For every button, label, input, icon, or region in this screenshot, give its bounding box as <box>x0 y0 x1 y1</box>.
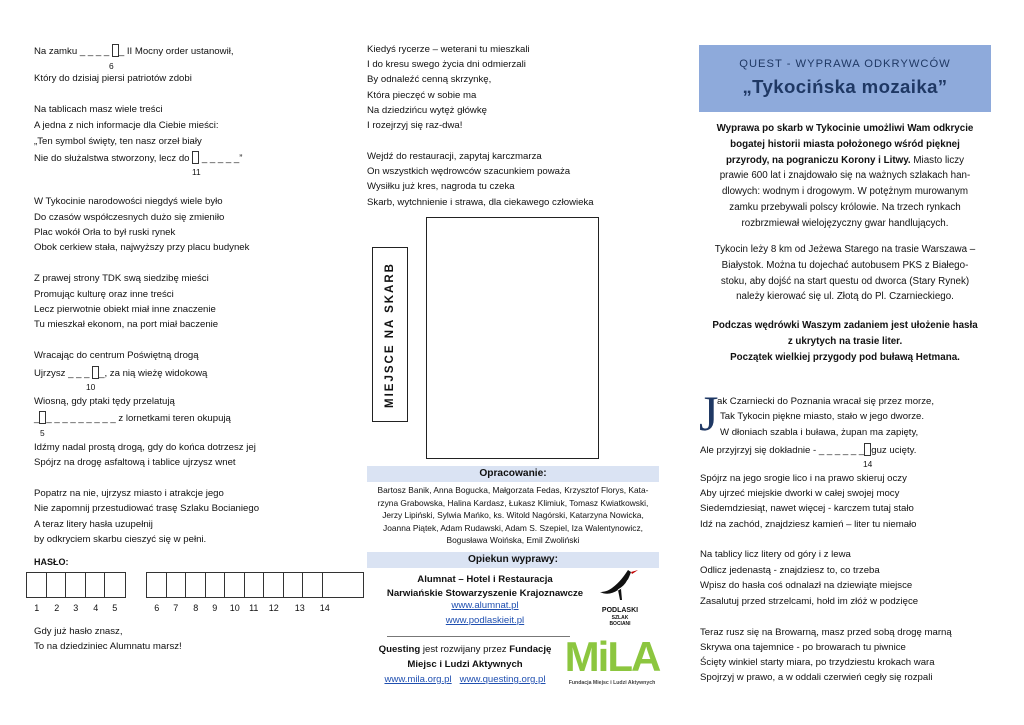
dropcap: J <box>699 385 719 441</box>
password-number: 6 <box>154 603 160 613</box>
opracowanie-title: Opracowanie: <box>367 466 659 482</box>
poem-line: Siedemdziesiąt, nawet więcej - karczem tutaj stało <box>700 503 914 514</box>
password-label: HASŁO: <box>34 557 69 567</box>
password-number: 9 <box>212 603 218 613</box>
alumnat-link[interactable]: www.alumnat.pl <box>451 600 519 611</box>
divider <box>387 636 570 637</box>
closing-line: To na dziedziniec Alumnatu marsz! <box>34 641 182 652</box>
poem-line: Idźmy nadal prostą drogą, gdy do końca dotrzesz jej <box>34 442 256 453</box>
poem-line: Ale przyjrzyj się dokładnie - _ _ _ _ _ _ guz ucięty. <box>700 445 917 456</box>
poem-line: Która pieczęć w sobie ma <box>367 90 477 101</box>
password-cell[interactable] <box>284 573 304 597</box>
poem-line: On wszystkich wędrowców szacunkiem poważa <box>367 166 571 177</box>
title-banner <box>699 45 991 112</box>
opiekun-title: Opiekun wyprawy: <box>367 552 659 568</box>
password-number: 2 <box>54 603 60 613</box>
poem-line: Na tablicy licz litery od góry i z lewa <box>700 549 851 560</box>
password-number: 10 <box>229 603 240 613</box>
poem-line: Z prawej strony TDK swą siedzibę mieści <box>34 273 209 284</box>
poem-line: Tu mieszkał ekonom, na port miał baczenie <box>34 319 219 330</box>
poem-line: Wejdź do restauracji, zapytaj karczmarza <box>367 151 542 162</box>
stamp-area[interactable] <box>426 217 599 459</box>
poem-line: Teraz rusz się na Browarną, masz przed sobą drogę marną <box>700 627 952 638</box>
password-cell[interactable] <box>105 573 125 597</box>
poem-line: Skrywa ona tajemnice - po browarach tu piwnice <box>700 642 906 653</box>
poem-line: Do czasów współczesnych dużo się zmieniło <box>34 212 225 223</box>
poem-line: „Ten symbol święty, ten nasz orzeł biały <box>34 136 202 147</box>
mila-link[interactable]: www.mila.org.pl <box>384 674 452 685</box>
poem-line: A teraz litery hasła uzupełnij <box>34 519 153 530</box>
letter-box[interactable] <box>112 44 119 57</box>
password-grid-b <box>146 572 364 598</box>
poem-line: I do kresu swego życia dni odmierzali <box>367 59 526 70</box>
poem-line: A jedna z nich informacje dla Ciebie mieści: <box>34 120 219 131</box>
stork-icon <box>598 568 642 606</box>
password-cell[interactable] <box>303 573 323 597</box>
poem-line: Aby ujrzeć miejskie dworki w całej swojej mocy <box>700 488 900 499</box>
poem-line: Odlicz jedenastą - znajdziesz to, co trzeba <box>700 565 880 576</box>
authors-list: Bartosz Banik, Anna Bogucka, Małgorzata Fedas, Krzysztof Florys, Kata- rzyna Grabowska, Halina Kardasz, Łukasz Klimiuk, Tomasz Kwiatkowski, Jerzy Lipiński, Sylwia Mańko, ks. Witold Nagórski, Katarzyna Nowicka, Joanna Piątek, Adam Rudawski, Adam S. Szepiel, Iza Walentynowicz, Bogusława Woińska, Emil Zwoliński <box>377 485 649 546</box>
password-cell[interactable] <box>206 573 226 597</box>
password-cell[interactable] <box>323 573 363 597</box>
poem-line: Na tablicach masz wiele treści <box>34 104 163 115</box>
podlaski-logo <box>598 568 642 628</box>
intro-paragraph: Wyprawa po skarb w Tykocinie umożliwi Wam odkrycie bogatej historii miasta położonego wśród pięknej przyrody, na pograniczu Korony i Litwy. Miasto liczy prawie 600 lat i znajdowało się na ważnych szlakach han- dlowych: wodnym i drogowym. W potężnym murowanym zamku przebywali polscy królowie. Na trzech rynkach rozbrzmiewał wielojęzyczny gwar handlujących. <box>716 123 974 229</box>
password-grid-a <box>26 572 126 598</box>
poem-line: Nie zapomnij przestudiować trasę Szlaku Bocianiego <box>34 503 260 514</box>
poem-line: Ujrzysz _ _ _ _, za nią wieżę widokową <box>34 368 208 379</box>
poem-line: Kiedyś rycerze – weterani tu mieszkali <box>367 44 530 55</box>
password-number: 5 <box>112 603 118 613</box>
poem-line: Wracając do centrum Poświętną drogą <box>34 350 199 361</box>
poem-line: Tak Tykocin piękne miasto, stało w jego dworze. <box>720 411 925 422</box>
mila-logo-word: MiLA <box>564 633 660 680</box>
questing-links <box>367 674 563 685</box>
poem-line: by odkryciem skarbu cieszyć się w pełni. <box>34 534 207 545</box>
poem-line: Nie do służalstwa stworzony, lecz do _ _ _ _ _” <box>34 153 243 164</box>
poem-line: Popatrz na nie, ujrzysz miasto i atrakcje jego <box>34 488 224 499</box>
letter-number: 6 <box>109 61 114 71</box>
podlaski-logo-text: PODLASKI SZLAK BOCIANI <box>601 607 639 627</box>
closing-line: Gdy już hasło znasz, <box>34 626 123 637</box>
poem-line: Spójrz na drogę asfaltową i tablice ujrzysz wnet <box>34 457 236 468</box>
password-cell[interactable] <box>86 573 106 597</box>
password-number: 13 <box>294 603 305 613</box>
opiekun-info: Alumnat – Hotel i Restauracja Narwiańskie Stowarzyszenie Krajoznawcze <box>386 574 584 599</box>
password-number: 8 <box>193 603 199 613</box>
password-cell[interactable] <box>47 573 67 597</box>
poem-line: Promując kulturę oraz inne treści <box>34 289 174 300</box>
task-paragraph: Podczas wędrówki Waszym zadaniem jest ułożenie hasła z ukrytych na trasie liter. Początek wielkiej przygody pod buławą Hetmana. <box>712 320 978 363</box>
poem-line: Idź na zachód, znajdziesz kamień – liter tu niemało <box>700 519 917 530</box>
poem-line: Na dziedzińcu wytęż główkę <box>367 105 487 116</box>
poem-line: Lecz pierwotnie obiekt miał inne znaczenie <box>34 304 216 315</box>
password-number: 4 <box>93 603 99 613</box>
poem-line: _ _ _ _ _ _ _ _ _ _ z lornetkami teren okupują <box>34 413 231 424</box>
mila-logo-caption: Fundacja Miejsc i Ludzi Aktywnych <box>568 680 656 686</box>
poem-line: By odnaleźć cenną skrzynkę, <box>367 74 492 85</box>
password-cell[interactable] <box>147 573 167 597</box>
poem-line: Wysiłku już kres, nagroda tu czeka <box>367 181 515 192</box>
password-number: 7 <box>173 603 179 613</box>
poem-line: Obok cerkiew stała, najwyższy przy placu budynek <box>34 242 250 253</box>
password-cell[interactable] <box>225 573 245 597</box>
password-cell[interactable] <box>167 573 187 597</box>
password-number: 1 <box>34 603 40 613</box>
password-cell[interactable] <box>245 573 265 597</box>
poem-line: Skarb, wytchnienie i strawa, dla ciekawego człowieka <box>367 197 594 208</box>
mila-logo <box>562 633 662 690</box>
poem-line: Na zamku _ _ _ _ _ II Mocny order ustanowił, <box>34 46 234 57</box>
password-cell[interactable] <box>27 573 47 597</box>
poem-line: Zasalutuj przed strzelcami, hołd im złóż w podzięce <box>700 596 919 607</box>
poem-line: W Tykocinie narodowości niegdyś wiele było <box>34 196 223 207</box>
password-number: 14 <box>319 603 330 613</box>
quest-kicker: QUEST - WYPRAWA ODKRYWCÓW <box>739 58 951 70</box>
poem-line: Spojrzyj w prawo, a w oddali czerwień cegły się rozpali <box>700 672 933 683</box>
poem-line: Spójrz na jego srogie lico i na prawo skieruj oczy <box>700 473 907 484</box>
poem-line: W dłoniach szabla i buława, żupan ma zapięty, <box>720 427 919 438</box>
poem-line: I rozejrzyj się raz-dwa! <box>367 120 463 131</box>
podlaskie-link[interactable]: www.podlaskieit.pl <box>445 615 525 626</box>
treasure-label: MIEJSCE NA SKARB <box>384 261 396 408</box>
directions-paragraph: Tykocin leży 8 km od Jeżewa Starego na trasie Warszawa – Białystok. Można tu dojechać autobusem PKS z Białego- stoku, aby dojść na start questu od dworca (Stary Rynek) należy kierować się ul. Złotą do Pl. Czarnieckiego. <box>714 244 976 303</box>
poem-line: Plac wokół Orła to był ruski rynek <box>34 227 176 238</box>
poem-line: Wiosną, gdy ptaki tędy przelatują <box>34 396 175 407</box>
password-cell[interactable] <box>66 573 86 597</box>
quest-title: „Tykocińska mozaika” <box>742 76 948 97</box>
questing-link[interactable]: www.questing.org.pl <box>459 674 546 685</box>
poem-line: Który do dzisiaj piersi patriotów zdobi <box>34 73 192 84</box>
poem-line: Wpisz do hasła coś odnalazł na dziewiąte miejsce <box>700 580 913 591</box>
poem-line: Ścięty winkiel starty miara, po trzydziestu krokach wara <box>700 657 935 668</box>
letter-number: 11 <box>192 167 201 177</box>
password-number: 3 <box>73 603 79 613</box>
password-cell[interactable] <box>186 573 206 597</box>
letter-number: 5 <box>40 428 45 438</box>
password-number: 12 <box>268 603 279 613</box>
questing-info: Questing jest rozwijany przez Fundację Miejsc i Ludzi Aktywnych <box>378 644 552 670</box>
poem-line: ak Czarniecki do Poznania wracał się przez morze, <box>717 396 935 407</box>
letter-number: 14 <box>863 459 873 469</box>
password-cell[interactable] <box>264 573 284 597</box>
letter-number: 10 <box>86 382 96 392</box>
password-number: 11 <box>249 603 259 613</box>
treasure-label-box <box>372 247 408 422</box>
